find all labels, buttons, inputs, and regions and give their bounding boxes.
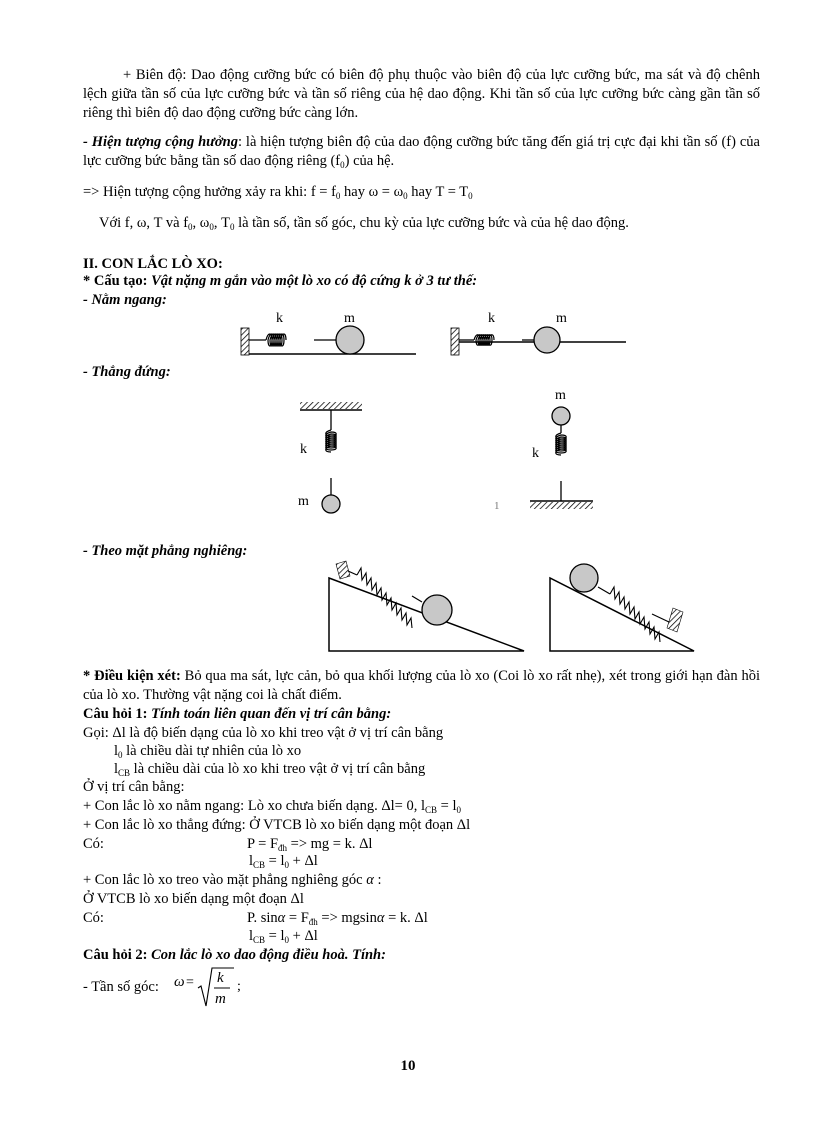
mass-ball	[336, 326, 364, 354]
section-heading: II. CON LẮC LÒ XO:	[83, 256, 223, 272]
q1-co-2: Có:	[83, 910, 104, 926]
svg-text:;: ;	[237, 979, 241, 994]
svg-text:ω: ω	[174, 974, 185, 990]
q1-eq4: $l_{CB} = l_0 + \Delta l$	[249, 928, 318, 945]
page-number: 10	[400, 1058, 416, 1074]
q1-co-1: Có:	[83, 836, 104, 852]
wall	[241, 328, 249, 355]
label-m: m	[344, 311, 355, 326]
q2-omega-label: - Tần số góc:	[83, 979, 159, 995]
q1-call: Gọi: Δl là độ biến dạng của lò xo khi treo vật ở vị trí cân bằng	[83, 725, 444, 741]
label-k: k	[276, 311, 283, 326]
q1-l0: $l_0$ là chiều dài tự nhiên của lò xo	[114, 743, 302, 760]
svg-text:m: m	[556, 311, 567, 326]
q1-eq1: $P = F_{đh}$ => mg = k. Δl	[247, 836, 373, 853]
horizontal-label: - Nằm ngang:	[83, 292, 167, 308]
vertical-spring-figure	[290, 385, 610, 520]
svg-text:=: =	[186, 975, 194, 990]
conditions-paragraph: * Điều kiện xét: Bỏ qua ma sát, lực cản, bỏ qua khối lượng của lò xo (Coi lò xo rất nhẹ), xét trong giới hạn đàn hồi của lò xo. Thường vật nặng coi là chất điểm.	[83, 668, 760, 703]
amplitude-paragraph: + Biên độ: Dao động cưỡng bức có biên độ phụ thuộc vào biên độ của lực cưỡng bức, ma sát và độ chênh lệch giữa tần số của lực cưỡng bức và tần số riêng của hệ dao động. Khi tần số của lực cưỡng bức càng gần tần số riêng thì biên độ dao động cưỡng bức càng lớn.	[83, 67, 760, 121]
resonance-term: - Hiện tượng cộng hưởng	[83, 134, 238, 150]
horizontal-spring-figure	[236, 306, 636, 366]
q1-at-eq: Ở vị trí cân bằng:	[83, 779, 185, 795]
resonance-condition: => Hiện tượng cộng hưởng xảy ra khi: $f = f_0$ hay $\omega = \omega_0$ hay $T = T_0$	[83, 184, 473, 201]
svg-text:m: m	[555, 388, 566, 403]
resonance-paragraph: - Hiện tượng cộng hưởng: là hiện tượng biên độ của dao động cưỡng bức tăng đến giá trị cực đại khi tần số (f) của lực cưỡng bức bằng tần số dao động riêng $(f_0)$ của hệ.	[83, 134, 760, 170]
structure-line: * Cấu tạo: Vật nặng m gắn vào một lò xo có độ cứng k ở 3 tư thế:	[83, 273, 478, 289]
spring	[266, 334, 286, 346]
q1-vertical: + Con lắc lò xo thẳng đứng: Ở VTCB lò xo biến dạng một đoạn Δl	[83, 817, 471, 833]
q1-lcb: $l_{CB}$ là chiều dài của lò xo khi treo vật ở vị trí cân bằng	[114, 761, 426, 778]
q1-incline: + Con lắc lò xo treo vào mặt phẳng nghiêng góc α :	[83, 872, 382, 888]
svg-text:m: m	[215, 991, 226, 1007]
svg-text:k: k	[300, 442, 307, 457]
symbol-definition: Với f, ω, T và $f_0$, $\omega_0$, $T_0$ là tần số, tần số góc, chu kỳ của lực cưỡng bức và của hệ dao động.	[99, 215, 629, 232]
svg-text:1: 1	[494, 500, 500, 512]
svg-text:k: k	[217, 970, 224, 986]
incline-spring-figure	[322, 556, 702, 656]
omega-formula	[172, 962, 252, 1012]
svg-text:m: m	[298, 494, 309, 509]
q1-heading: Câu hỏi 1: Tính toán liên quan đến vị trí cân bằng:	[83, 706, 392, 722]
q2-heading: Câu hỏi 2: Con lắc lò xo dao động điều hoà. Tính:	[83, 947, 386, 963]
svg-text:k: k	[488, 311, 495, 326]
svg-text:k: k	[532, 446, 539, 461]
q1-eq2: $l_{CB} = l_0 + \Delta l$	[249, 853, 318, 870]
vertical-label: - Thẳng đứng:	[83, 364, 171, 380]
q1-incline-2: Ở VTCB lò xo biến dạng một đoạn Δl	[83, 891, 304, 907]
incline-label: - Theo mặt phẳng nghiêng:	[83, 543, 248, 559]
q1-horizontal: + Con lắc lò xo nằm ngang: Lò xo chưa biến dạng. Δl= 0, $l_{CB} = l_0$	[83, 798, 461, 815]
q1-eq3: P. $\sin\alpha = F_{đh} => mgsin\alpha = k$. Δl	[247, 910, 428, 927]
